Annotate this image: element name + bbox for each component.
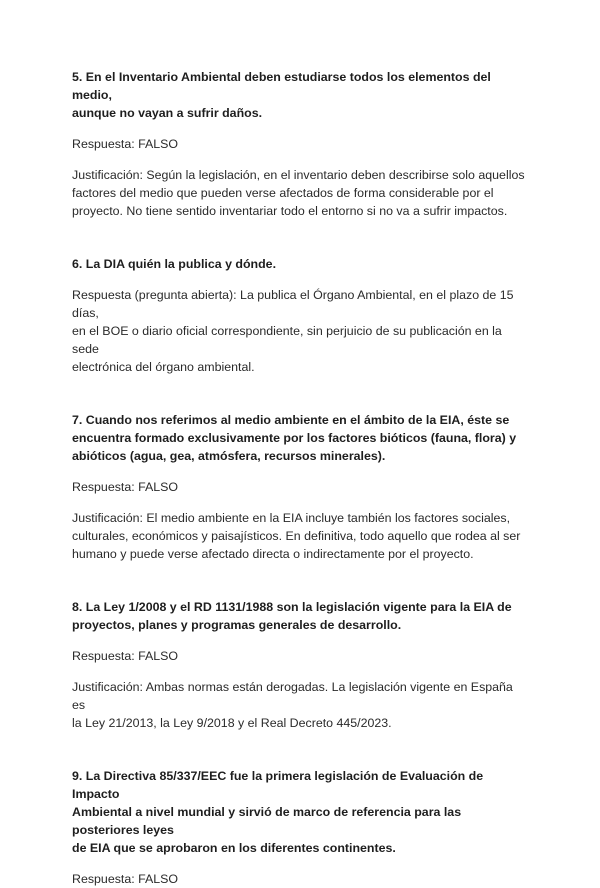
question-line: encuentra formado exclusivamente por los factores bióticos (fauna, flora) y: [72, 431, 517, 445]
answer: Respuesta: FALSO: [72, 649, 179, 663]
justification: [72, 509, 528, 563]
justification-line: Justificación: El medio ambiente en la EIA incluye también los factores sociales,: [72, 511, 511, 525]
question-line: 6. La DIA quién la publica y dónde.: [72, 257, 277, 271]
question-line: proyectos, planes y programas generales de desarrollo.: [72, 618, 402, 632]
justification: [72, 678, 528, 732]
justification-line: la Ley 21/2013, la Ley 9/2018 y el Real Decreto 445/2023.: [72, 716, 392, 730]
question-block-5: [72, 68, 528, 220]
justification-line: factores del medio que pueden verse afectados de forma considerable por el: [72, 186, 494, 200]
justification-line: proyecto. No tiene sentido inventariar todo el entorno si no va a sufrir impactos.: [72, 204, 508, 218]
question-line: abióticos (agua, gea, atmósfera, recursos minerales).: [72, 449, 386, 463]
question-block-9: [72, 767, 528, 888]
justification-line: culturales, económicos y paisajísticos. En definitiva, todo aquello que rodea al ser: [72, 529, 521, 543]
answer: Respuesta: FALSO: [72, 137, 179, 151]
answer: [72, 286, 528, 376]
question-line: 9. La Directiva 85/337/EEC fue la primera legislación de Evaluación de Impacto: [72, 769, 484, 801]
spacer: [72, 389, 528, 411]
question-title: [72, 767, 528, 857]
question-title: [72, 68, 528, 122]
question-line: de EIA que se aprobaron en los diferentes continentes.: [72, 841, 396, 855]
spacer: [72, 233, 528, 255]
spacer: [72, 745, 528, 767]
question-block-6: [72, 255, 528, 376]
answer-line: Respuesta (pregunta abierta): La publica el Órgano Ambiental, en el plazo de 15 días,: [72, 288, 514, 320]
justification-line: Justificación: Según la legislación, en el inventario deben describirse solo aquellos: [72, 168, 525, 182]
justification-line: humano y puede verse afectado directa o indirectamente por el proyecto.: [72, 547, 474, 561]
question-title: [72, 411, 528, 465]
question-line: Ambiental a nivel mundial y sirvió de marco de referencia para las posteriores leyes: [72, 805, 462, 837]
question-block-8: [72, 598, 528, 732]
question-line: 7. Cuando nos referimos al medio ambiente en el ámbito de la EIA, éste se: [72, 413, 510, 427]
justification: [72, 166, 528, 220]
answer: Respuesta: FALSO: [72, 480, 179, 494]
answer-line: electrónica del órgano ambiental.: [72, 360, 255, 374]
justification-line: Justificación: Ambas normas están derogadas. La legislación vigente en España es: [72, 680, 513, 712]
question-title: [72, 255, 528, 273]
answer-line: en el BOE o diario oficial correspondiente, sin perjuicio de su publicación en la sede: [72, 324, 502, 356]
question-block-7: [72, 411, 528, 563]
question-title: [72, 598, 528, 634]
question-line: 5. En el Inventario Ambiental deben estudiarse todos los elementos del medio,: [72, 70, 491, 102]
spacer: [72, 576, 528, 598]
question-line: 8. La Ley 1/2008 y el RD 1131/1988 son la legislación vigente para la EIA de: [72, 600, 512, 614]
question-line: aunque no vayan a sufrir daños.: [72, 106, 263, 120]
answer: Respuesta: FALSO: [72, 872, 179, 886]
